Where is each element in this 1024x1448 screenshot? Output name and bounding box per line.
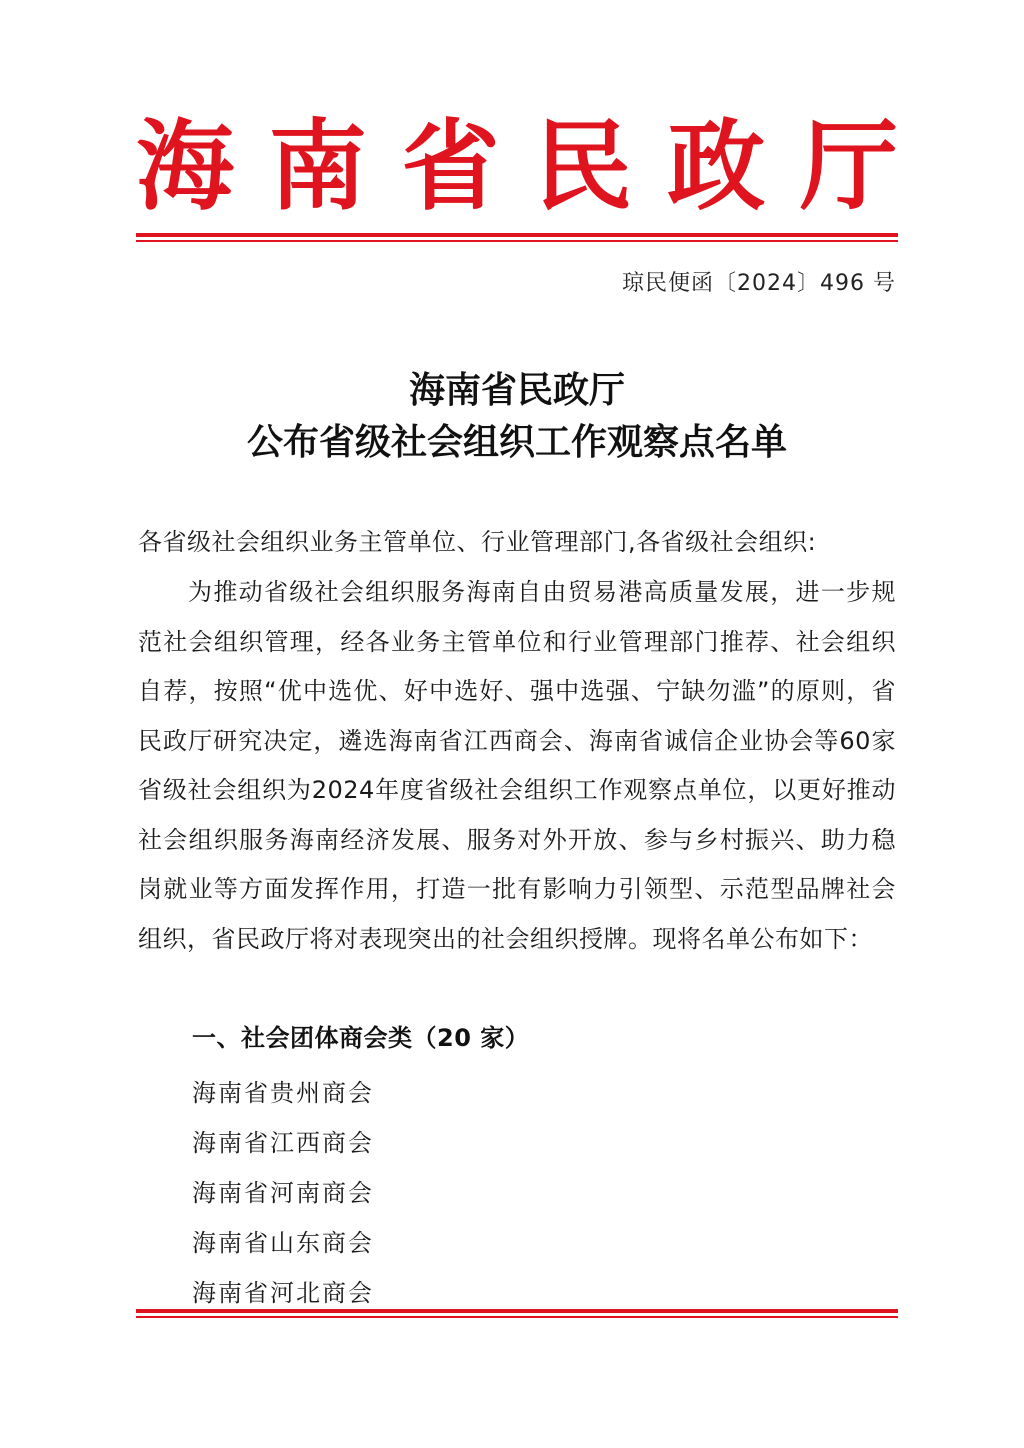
letterhead-title [136,109,898,224]
organization-list [192,1068,374,1318]
salutation: 各省级社会组织业务主管单位、行业管理部门,各省级社会组织: [138,528,817,556]
list-item: 海南省贵州商会 [192,1079,374,1107]
footer-divider [136,1309,898,1318]
letterhead-char: 厅 [799,109,898,224]
letterhead-char: 民 [534,109,633,224]
list-item: 海南省江西商会 [192,1129,374,1157]
list-item: 海南省山东商会 [192,1229,374,1257]
document-number: 琼民便函〔2024〕496 号 [622,271,896,296]
section-heading: 一、社会团体商会类（20 家） [192,1024,530,1052]
letterhead-char: 政 [667,109,766,224]
list-item: 海南省河北商会 [192,1279,374,1307]
letterhead-char: 海 [136,109,235,224]
document-title-line-1: 海南省民政厅 [408,369,625,411]
body-paragraph: 为推动省级社会组织服务海南自由贸易港高质量发展，进一步规范社会组织管理，经各业务主管单位和行业管理部门推荐、社会组织自荐，按照“优中选优、好中选好、强中选强、宁缺勿滥”的原则，省民政厅研究决定，遴选海南省江西商会、海南省诚信企业协会等60家省级社会组织为2024年度省级社会组织工作观察点单位，以更好推动社会组织服务海南经济发展、服务对外开放、参与乡村振兴、助力稳岗就业等方面发挥作用，打造一批有影响力引领型、示范型品牌社会组织，省民政厅将对表现突出的社会组织授牌。现将名单公布如下： [138,578,896,953]
letterhead-char: 省 [401,109,500,224]
letterhead-char: 南 [268,109,367,224]
header-divider [136,233,898,242]
list-item: 海南省河南商会 [192,1179,374,1207]
document-title-line-2: 公布省级社会组织工作观察点名单 [246,421,787,463]
